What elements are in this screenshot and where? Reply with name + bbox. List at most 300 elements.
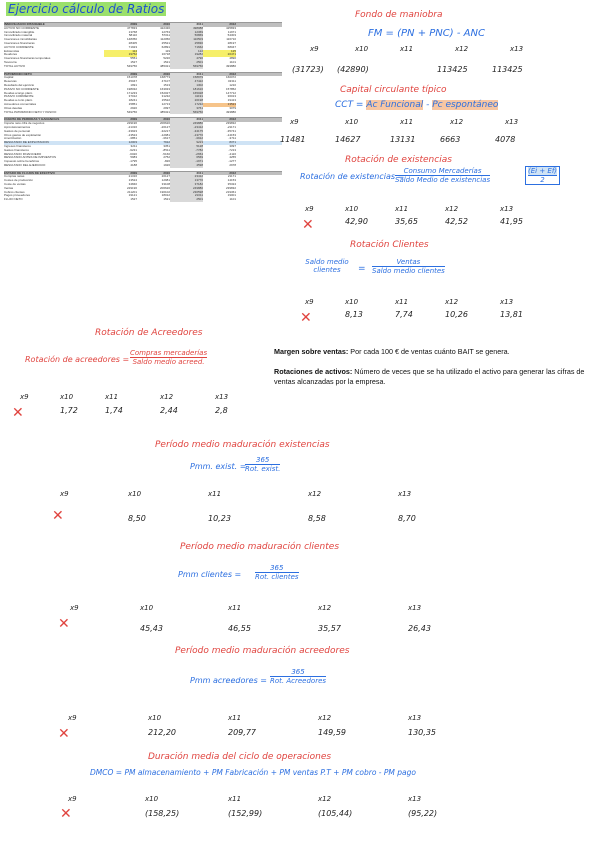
sheet-section4 bbox=[4, 171, 282, 202]
sheet-cell: 125 bbox=[203, 50, 236, 54]
sheet-cell: 28405 bbox=[128, 41, 137, 45]
cross-mark-icon: ✕ bbox=[300, 310, 312, 326]
sheet-cell: 2010 bbox=[163, 171, 170, 175]
capital-circulante-formula: CCT = Ac Funcional - Pc espontáneo bbox=[335, 100, 499, 110]
sheet-row-label: Gastos de personal bbox=[4, 129, 31, 133]
sheet-cell: 2501 bbox=[170, 198, 203, 202]
ratio-value: 41,95 bbox=[500, 217, 523, 226]
sheet-row-label: Inversiones financieras bbox=[4, 41, 35, 45]
sheet-cell: 152027 bbox=[159, 91, 170, 95]
sheet-row bbox=[4, 111, 282, 115]
sheet-cell: -21316 bbox=[127, 125, 137, 129]
sheet-cell: 21316 bbox=[128, 175, 137, 179]
sheet-cell: 112050 bbox=[160, 38, 170, 42]
sheet-cell: 34840 bbox=[128, 183, 137, 187]
sheet-cell: 1527 bbox=[130, 60, 137, 64]
year-label: x10 bbox=[128, 490, 142, 498]
sheet-row-label: TOTAL ACTIVO bbox=[4, 64, 26, 68]
sheet-cell: 13524 bbox=[128, 179, 137, 183]
sheet-cell: 68047 bbox=[227, 45, 236, 49]
sheet-cell: 31232 bbox=[161, 95, 170, 99]
rotacion-clientes-eq: = bbox=[358, 264, 366, 274]
sheet-row-label: Ingresos financieros bbox=[4, 144, 31, 148]
cross-mark-icon: ✕ bbox=[12, 405, 24, 421]
sheet-cell: 2009 bbox=[130, 23, 137, 26]
sheet-cell: 160072 bbox=[225, 76, 236, 80]
sheet-cell: -35741 bbox=[226, 129, 236, 133]
year-label: x12 bbox=[318, 604, 332, 612]
pmm-clientes-lhs: Pmm clientes = bbox=[178, 570, 242, 579]
sheet-cell: 41191 bbox=[170, 95, 203, 99]
sheet-cell: 249880 bbox=[170, 122, 203, 126]
sheet-row-label: Inmovilizado material bbox=[4, 34, 33, 38]
sheet-cell: 181616 bbox=[170, 88, 203, 92]
sheet-row-label: Importe neto cifra de negocios bbox=[4, 122, 45, 126]
year-label: x12 bbox=[455, 45, 469, 53]
ciclo-operaciones-formula: DMCO = PM almacenamiento + PM Fabricación + PM ventas P.T + PM cobro - PM pago bbox=[90, 768, 416, 777]
sheet-cell: 5128 bbox=[170, 145, 203, 149]
sheet-row-label: TOTAL PATRIMONIO NETO Y PASIVO bbox=[4, 110, 57, 114]
sheet-cell: 2011 bbox=[170, 172, 203, 176]
ratio-value: (152,99) bbox=[228, 809, 263, 818]
sheet-cell: 57011 bbox=[161, 34, 170, 38]
year-label: x11 bbox=[395, 205, 409, 213]
year-label: x13 bbox=[215, 393, 229, 401]
sheet-cell: 16718 bbox=[161, 53, 170, 57]
sheet-cell: -7213 bbox=[228, 148, 236, 152]
year-label: x11 bbox=[395, 298, 409, 306]
pmm-existencias-fraction: 365 Rot. exist. bbox=[245, 456, 281, 473]
year-label: x9 bbox=[68, 714, 77, 722]
sheet-cell: 569750 bbox=[170, 65, 203, 69]
sheet-cell: 2997 bbox=[163, 106, 170, 110]
sheet-cell: -7782 bbox=[170, 149, 203, 153]
ratio-value: 113425 bbox=[437, 65, 468, 74]
sheet-row-label: CUENTA DE PÉRDIDAS Y GANANCIAS bbox=[4, 118, 60, 122]
year-label: x12 bbox=[318, 714, 332, 722]
sheet-row-label: RESULTADO FINANCIERO bbox=[4, 152, 42, 156]
cross-mark-icon: ✕ bbox=[52, 508, 64, 524]
sheet-cell: 12713 bbox=[161, 102, 170, 106]
sheet-cell: 229196 bbox=[126, 186, 137, 190]
sheet-cell: 206620 bbox=[159, 186, 170, 190]
sheet-cell: -12981 bbox=[160, 133, 170, 137]
sheet-cell: 249880 bbox=[170, 187, 203, 191]
ratio-value: (42890) bbox=[337, 65, 369, 74]
sheet-row-label: Amortización bbox=[4, 137, 22, 141]
sheet-section1 bbox=[4, 22, 282, 69]
rotacion-acreedores-fraction: Compras mercaderías Saldo medio acreed. bbox=[130, 349, 208, 366]
sheet-row-label: ACTIVO NO CORRIENTE bbox=[4, 26, 40, 30]
sheet-row-label: Resultado del ejercicio bbox=[4, 83, 35, 87]
ratio-value: 8,50 bbox=[128, 514, 146, 523]
sheet-cell: 54303 bbox=[227, 34, 236, 38]
sheet-cell: -13770 bbox=[170, 134, 203, 138]
year-label: x13 bbox=[408, 714, 422, 722]
sheet-cell: 36013 bbox=[227, 95, 236, 99]
sheet-cell: 485321 bbox=[159, 64, 170, 68]
sheet-cell: -4116 bbox=[228, 152, 236, 156]
sheet-cell: 147712 bbox=[225, 91, 236, 95]
sheet-cell: -34175 bbox=[170, 130, 203, 134]
sheet-row bbox=[4, 164, 282, 168]
sheet-cell: -20127 bbox=[160, 125, 170, 129]
sheet-cell: 2501 bbox=[170, 61, 203, 65]
sheet-cell: -826 bbox=[163, 160, 170, 164]
sheet-cell: 171233 bbox=[126, 91, 137, 95]
pmm-clientes-fraction: 365 Rot. clientes bbox=[255, 564, 299, 581]
year-label: x11 bbox=[400, 118, 414, 126]
sheet-cell: 2009 bbox=[130, 171, 137, 175]
sheet-cell: 21011 bbox=[170, 194, 203, 198]
ratio-value: 13131 bbox=[390, 135, 416, 144]
sheet-section2 bbox=[4, 72, 282, 115]
ratio-value: 42,52 bbox=[445, 217, 468, 226]
year-label: x12 bbox=[450, 118, 464, 126]
ratio-value: 209,77 bbox=[228, 728, 256, 737]
sheet-cell: 5220 bbox=[163, 57, 170, 61]
sheet-cell: 230598 bbox=[170, 191, 203, 195]
ratio-value: 10,23 bbox=[208, 514, 231, 523]
pmm-acreedores-fraction: 365 Rot. Acreedores bbox=[270, 668, 327, 685]
sheet-row-label: Impuesto sobre beneficios bbox=[4, 160, 40, 164]
sheet-row-label: ACTIVO CORRIENTE bbox=[4, 45, 34, 49]
sheet-cell: -3711 bbox=[228, 137, 236, 141]
ratio-value: (158,25) bbox=[145, 809, 180, 818]
sheet-cell: 4598 bbox=[170, 164, 203, 168]
sheet-cell: 1527 bbox=[130, 198, 137, 202]
sheet-cell: 114 bbox=[104, 50, 137, 54]
sheet-section3 bbox=[4, 117, 282, 167]
rotacion-existencias-fraction: Consumo Mercaderías Saldo Medio de existencias bbox=[395, 167, 491, 184]
spreadsheet bbox=[4, 22, 282, 205]
ratio-value: 14627 bbox=[335, 135, 361, 144]
sheet-cell: 12003 bbox=[128, 141, 137, 145]
sheet-cell: 18012 bbox=[161, 194, 170, 198]
ratio-value: 10,26 bbox=[445, 310, 468, 319]
ratio-value: 35,65 bbox=[395, 217, 418, 226]
sheet-row-label: RESULTADO DEL EJERCICIO bbox=[4, 163, 46, 167]
sheet-cell: 549756 bbox=[126, 64, 137, 68]
ratio-value: 35,57 bbox=[318, 624, 341, 633]
sheet-cell: 71662 bbox=[170, 46, 203, 50]
sheet-cell: -32217 bbox=[160, 129, 170, 133]
sheet-row-label: Deudas a corto plazo bbox=[4, 99, 33, 103]
sheet-cell: 3351 bbox=[163, 144, 170, 148]
sheet-cell: 206620 bbox=[159, 122, 170, 126]
sheet-cell: 2011 bbox=[170, 23, 203, 27]
year-label: x9 bbox=[60, 490, 69, 498]
sheet-row-label: Pagos proveedores bbox=[4, 194, 31, 198]
sheet-cell: -33923 bbox=[127, 129, 137, 133]
year-label: x12 bbox=[318, 795, 332, 803]
sheet-cell: 1101 bbox=[229, 60, 236, 64]
year-label: x10 bbox=[140, 604, 154, 612]
ratio-value: 6663 bbox=[440, 135, 461, 144]
ratio-value: 26,43 bbox=[408, 624, 431, 633]
year-label: x10 bbox=[145, 795, 159, 803]
sheet-cell: 35324 bbox=[227, 183, 236, 187]
sheet-cell: 2011 bbox=[170, 73, 203, 77]
rotacion-existencias-formula: Rotación de existencias = bbox=[300, 172, 405, 181]
sheet-cell: 2010 bbox=[163, 23, 170, 26]
ratio-value: 4078 bbox=[495, 135, 516, 144]
year-label: x10 bbox=[345, 118, 359, 126]
year-label: x12 bbox=[445, 205, 459, 213]
year-label: x12 bbox=[160, 393, 174, 401]
sheet-row-label: Inmovilizado intangible bbox=[4, 30, 35, 34]
sheet-row-label: RESULTADO DE EXPLOTACIÓN bbox=[4, 141, 49, 145]
sheet-cell: 15851 bbox=[128, 102, 137, 106]
sheet-cell: 11971 bbox=[227, 30, 236, 34]
rotacion-clientes-title: Rotación Clientes bbox=[350, 240, 429, 250]
sheet-cell: 14153 bbox=[227, 179, 236, 183]
cross-mark-icon: ✕ bbox=[58, 726, 70, 742]
sheet-cell: 211201 bbox=[127, 190, 137, 194]
sheet-cell: -23412 bbox=[170, 126, 203, 130]
pmm-clientes-title: Período medio maduración clientes bbox=[180, 542, 340, 552]
sheet-cell: 219361 bbox=[225, 190, 236, 194]
sheet-cell: 45047 bbox=[128, 80, 137, 84]
year-label: x10 bbox=[355, 45, 369, 53]
sheet-cell: 20127 bbox=[161, 175, 170, 179]
sheet-cell: 2920 bbox=[130, 106, 137, 110]
ratio-value: 8,13 bbox=[345, 310, 363, 319]
sheet-cell: 2012 bbox=[229, 118, 236, 122]
sheet-cell: 19121 bbox=[128, 194, 137, 198]
ratio-value: 212,20 bbox=[148, 728, 176, 737]
year-label: x9 bbox=[70, 604, 79, 612]
sheet-row bbox=[4, 198, 282, 202]
sheet-cell: 1521 bbox=[163, 60, 170, 64]
sheet-cell: 8371 bbox=[229, 141, 236, 145]
year-label: x11 bbox=[400, 45, 414, 53]
sheet-cell: 190102 bbox=[159, 190, 170, 194]
sheet-cell: 28197 bbox=[227, 41, 236, 45]
sheet-cell: 4255 bbox=[229, 156, 236, 160]
sheet-cell: 47107 bbox=[161, 80, 170, 84]
sheet-cell: 549756 bbox=[126, 110, 137, 114]
sheet-cell: 1302 bbox=[170, 84, 203, 88]
sheet-cell: 1521 bbox=[163, 198, 170, 202]
ratio-value: 1,74 bbox=[105, 406, 123, 415]
sheet-row-label: Coste de ventas bbox=[4, 183, 26, 187]
sheet-cell: 12981 bbox=[161, 179, 170, 183]
ratio-value: 46,55 bbox=[228, 624, 251, 633]
year-label: x13 bbox=[398, 490, 412, 498]
year-label: x9 bbox=[290, 118, 299, 126]
sheet-cell: 5983 bbox=[130, 156, 137, 160]
year-label: x11 bbox=[228, 604, 242, 612]
sheet-cell: 198032 bbox=[126, 87, 137, 91]
cross-mark-icon: ✕ bbox=[58, 616, 70, 632]
sheet-cell: 3079 bbox=[229, 106, 236, 110]
sheet-cell: 493880 bbox=[225, 110, 236, 114]
sheet-cell: 1210 bbox=[229, 83, 236, 87]
sheet-cell: 165028 bbox=[170, 92, 203, 96]
rotacion-clientes-fraction: Ventas Saldo medio clientes bbox=[372, 258, 445, 275]
sheet-cell: 157852 bbox=[225, 87, 236, 91]
ratio-value: 1,72 bbox=[60, 406, 78, 415]
sheet-cell: 229196 bbox=[126, 122, 137, 126]
sheet-cell: 62891 bbox=[161, 45, 170, 49]
year-label: x9 bbox=[305, 205, 314, 213]
year-label: x11 bbox=[105, 393, 119, 401]
sheet-cell: 569750 bbox=[170, 111, 203, 115]
rotaciones-definition: Rotaciones de activos: Número de veces que se ha utilizado el activo para generar las cifras de ventas alcanzadas por la empresa. bbox=[274, 367, 585, 386]
sheet-cell: 485321 bbox=[159, 110, 170, 114]
year-label: x10 bbox=[60, 393, 74, 401]
pmm-acreedores-lhs: Pmm acreedores = bbox=[190, 676, 267, 685]
sheet-cell: -13524 bbox=[127, 133, 137, 137]
sheet-cell: 151078 bbox=[126, 76, 137, 80]
year-label: x13 bbox=[510, 45, 524, 53]
sheet-cell: -3851 bbox=[129, 137, 137, 141]
fondo-maniobra-title: Fondo de maniobra bbox=[355, 10, 443, 20]
sheet-row-label: Reservas bbox=[4, 80, 17, 84]
sheet-cell: -5160 bbox=[162, 152, 170, 156]
sheet-cell: 25830 bbox=[170, 42, 203, 46]
sheet-row-label: Existencias bbox=[4, 49, 20, 53]
sheet-cell: 4790 bbox=[170, 57, 203, 61]
sheet-cell: 1926 bbox=[163, 163, 170, 167]
year-label: x13 bbox=[408, 795, 422, 803]
sheet-cell: -21171 bbox=[226, 125, 236, 129]
cross-mark-icon: ✕ bbox=[60, 806, 72, 822]
sheet-cell: 4188 bbox=[130, 163, 137, 167]
sheet-cell: 19752 bbox=[104, 53, 137, 57]
sheet-cell: 2009 bbox=[130, 72, 137, 76]
ratio-value: (95,22) bbox=[408, 809, 438, 818]
ratio-value: 2,44 bbox=[160, 406, 178, 415]
sheet-cell: 56869 bbox=[170, 34, 203, 38]
sheet-cell: 116710 bbox=[226, 38, 236, 42]
sheet-cell: 425833 bbox=[225, 26, 236, 30]
sheet-cell: 163933 bbox=[159, 87, 170, 91]
year-label: x9 bbox=[305, 298, 314, 306]
ratio-value: 130,35 bbox=[408, 728, 436, 737]
sheet-cell: 477833 bbox=[126, 26, 137, 30]
sheet-row-label: Aprovisionamientos bbox=[4, 125, 31, 129]
sheet-cell: 13770 bbox=[170, 179, 203, 183]
sheet-cell: 25521 bbox=[161, 41, 170, 45]
margen-definition: Margen sobre ventas: Por cada 100 € de ventas cuánto BAIT se genera. bbox=[274, 347, 510, 356]
rotacion-clientes-lhs: Saldo medio clientes bbox=[305, 258, 349, 274]
sheet-row-label: Gastos financieros bbox=[4, 148, 29, 152]
sheet-cell: 3211 bbox=[130, 144, 137, 148]
pmm-acreedores-title: Período medio maduración acreedores bbox=[175, 646, 350, 656]
sheet-row-label: PASIVO CORRIENTE bbox=[4, 95, 34, 99]
sheet-row-label: INMOVILIZADO INTANGIBLE bbox=[4, 23, 45, 26]
year-label: x12 bbox=[308, 490, 322, 498]
sheet-row-label: Inversiones financieras temporales bbox=[4, 57, 51, 61]
year-label: x9 bbox=[310, 45, 319, 53]
year-label: x10 bbox=[345, 298, 359, 306]
sheet-row-label: Deudas a largo plazo bbox=[4, 91, 33, 95]
ratio-value: 11481 bbox=[280, 135, 306, 144]
sheet-row-label: FLUJO NETO bbox=[4, 198, 23, 202]
sheet-cell: 2012 bbox=[229, 171, 236, 175]
sheet-cell: 17232 bbox=[170, 103, 203, 107]
year-label: x10 bbox=[345, 205, 359, 213]
definitions-block bbox=[274, 347, 594, 387]
sheet-cell: 239832 bbox=[225, 186, 236, 190]
sheet-cell: 2010 bbox=[163, 118, 170, 122]
ratio-value: 7,74 bbox=[395, 310, 413, 319]
year-label: x10 bbox=[148, 714, 162, 722]
sheet-row bbox=[4, 65, 282, 69]
sheet-cell: 43311 bbox=[227, 80, 236, 84]
ratio-value: 42,90 bbox=[345, 217, 368, 226]
sheet-cell: 21171 bbox=[227, 175, 236, 179]
sheet-row-label: Costes de producción bbox=[4, 179, 34, 183]
sheet-cell: 7912 bbox=[163, 141, 170, 145]
sheet-cell: 37012 bbox=[128, 95, 137, 99]
sheet-row-label: Otras deudas bbox=[4, 106, 23, 110]
sheet-cell: 58110 bbox=[128, 34, 137, 38]
sheet-row-label: RESULTADO ANTES DE IMPUESTOS bbox=[4, 156, 57, 160]
sheet-cell: 493880 bbox=[225, 64, 236, 68]
sheet-row-label: Inversiones inmobiliarias bbox=[4, 38, 37, 42]
sheet-cell: -3912 bbox=[170, 137, 203, 141]
sheet-cell: 33108 bbox=[161, 183, 170, 187]
ratio-value: 2,8 bbox=[215, 406, 228, 415]
sheet-cell: 23412 bbox=[170, 175, 203, 179]
sheet-cell: 122 bbox=[170, 50, 203, 54]
sheet-cell: 119 bbox=[165, 49, 170, 53]
ratio-value: 45,43 bbox=[140, 624, 163, 633]
sheet-cell: 2010 bbox=[163, 72, 170, 76]
capital-circulante-title: Capital circulante típico bbox=[340, 85, 447, 95]
sheet-cell: 18241 bbox=[128, 99, 137, 103]
rotacion-acreedores-title: Rotación de Acreedores bbox=[95, 328, 203, 338]
sheet-cell: 13768 bbox=[128, 30, 137, 34]
sheet-cell: 9223 bbox=[170, 141, 203, 145]
sheet-cell: 498088 bbox=[170, 27, 203, 31]
sheet-cell: -6020 bbox=[129, 152, 137, 156]
sheet-row-label: PATRIMONIO NETO bbox=[4, 72, 32, 76]
sheet-cell: 19413 bbox=[227, 99, 236, 103]
sheet-cell: 12763 bbox=[161, 30, 170, 34]
sheet-cell: 20198 bbox=[170, 99, 203, 103]
rotacion-acreedores-lhs: Rotación de acreedores = bbox=[25, 355, 130, 364]
sheet-cell: 3761 bbox=[170, 107, 203, 111]
ratio-value: 13,81 bbox=[500, 310, 523, 319]
year-label: x13 bbox=[408, 604, 422, 612]
sheet-cell: -8511 bbox=[162, 148, 170, 152]
sheet-cell: 2752 bbox=[163, 156, 170, 160]
year-label: x13 bbox=[500, 205, 514, 213]
ratio-value: 8,70 bbox=[398, 514, 416, 523]
sheet-row-label: Capital bbox=[4, 76, 14, 80]
sheet-cell: 12369 bbox=[170, 31, 203, 35]
sheet-row-label: Deudores bbox=[4, 53, 18, 57]
sheet-cell: 37182 bbox=[170, 183, 203, 187]
sheet-cell: 2012 bbox=[229, 72, 236, 76]
sheet-row-label: Compras netas bbox=[4, 175, 25, 179]
sheet-cell: 422430 bbox=[159, 26, 170, 30]
year-label: x9 bbox=[68, 795, 77, 803]
pmm-existencias-title: Período medio maduración existencias bbox=[155, 440, 330, 450]
sheet-cell: 239832 bbox=[225, 122, 236, 126]
sheet-cell: -1971 bbox=[170, 160, 203, 164]
ratio-value: 149,59 bbox=[318, 728, 346, 737]
year-label: x11 bbox=[228, 795, 242, 803]
sheet-cell: -2654 bbox=[170, 153, 203, 157]
sheet-row-label: Acreedores comerciales bbox=[4, 102, 37, 106]
ciclo-operaciones-title: Duración media del ciclo de operaciones bbox=[148, 752, 332, 762]
pmm-existencias-lhs: Pmm. exist. = bbox=[190, 462, 247, 471]
